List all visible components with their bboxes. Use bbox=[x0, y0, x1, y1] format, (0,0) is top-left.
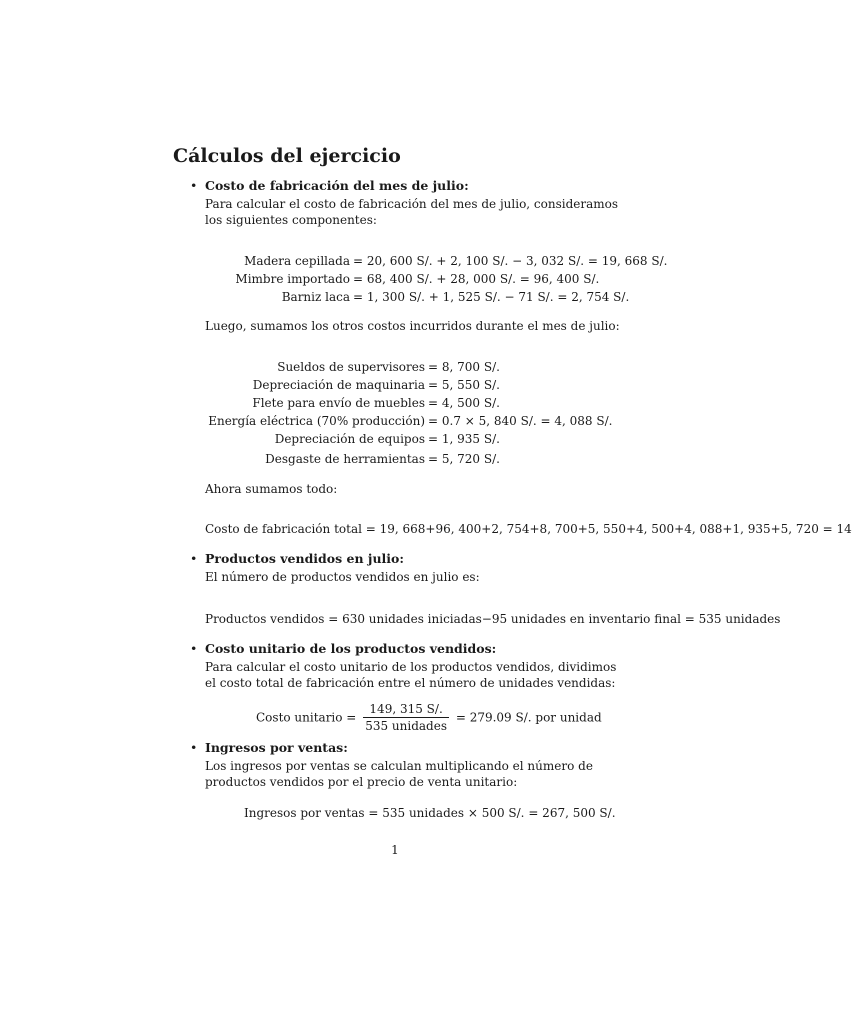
page-number: 1 bbox=[391, 843, 399, 857]
equation-expr-desgaste: = 5, 720 S/. bbox=[428, 452, 500, 466]
equation-label-sueldos: Sueldos de supervisores bbox=[277, 360, 425, 374]
equation-rhs: = 279.09 S/. por unidad bbox=[455, 710, 602, 725]
equation-label-madera: Madera cepillada bbox=[244, 254, 350, 268]
section-closing-text: Ahora sumamos todo: bbox=[205, 482, 338, 496]
equation-label-barniz: Barniz laca bbox=[281, 290, 350, 304]
bullet-icon: • bbox=[190, 641, 198, 656]
equation-label-energia: Energía eléctrica (70% producción) bbox=[208, 414, 425, 428]
section-intro-costo-fabricacion: Para calcular el costo de fabricación del mes de julio, consideramos los siguientes componentes: bbox=[205, 197, 619, 227]
section-middle-text: Luego, sumamos los otros costos incurridos durante el mes de julio: bbox=[205, 319, 620, 333]
equation-expr-sueldos: = 8, 700 S/. bbox=[428, 360, 500, 374]
equation-ingresos: Ingresos por ventas = 535 unidades × 500 S/. = 267, 500 S/. bbox=[244, 806, 616, 820]
equation-expr-madera: = 20, 600 S/. + 2, 100 S/. − 3, 032 S/. = 19, 668 S/. bbox=[353, 254, 668, 268]
equation-label-desgaste: Desgaste de herramientas bbox=[265, 452, 425, 466]
section-title-costo-fabricacion: Costo de fabricación del mes de julio: bbox=[205, 178, 469, 193]
bullet-icon: • bbox=[190, 178, 198, 193]
section-intro-ingresos: Los ingresos por ventas se calculan multiplicando el número de productos vendidos por el precio de venta unitario: bbox=[205, 759, 593, 789]
fraction-numerator: 149, 315 S/. bbox=[363, 702, 449, 718]
equation-total-fabricacion: Costo de fabricación total = 19, 668+96, 400+2, 754+8, 700+5, 550+4, 500+4, 088+1, 935+5, 720 = 14 bbox=[205, 522, 852, 536]
equation-expr-depreciacion-equipos: = 1, 935 S/. bbox=[428, 432, 500, 446]
equation-expr-mimbre: = 68, 400 S/. + 28, 000 S/. = 96, 400 S/. bbox=[353, 272, 600, 286]
equation-label-depreciacion-maquinaria: Depreciación de maquinaria bbox=[252, 378, 425, 392]
fraction-denominator: 535 unidades bbox=[365, 719, 447, 733]
equation-expr-barniz: = 1, 300 S/. + 1, 525 S/. − 71 S/. = 2, 754 S/. bbox=[353, 290, 630, 304]
equation-expr-flete: = 4, 500 S/. bbox=[428, 396, 500, 410]
bullet-icon: • bbox=[190, 740, 198, 755]
section-intro-productos-vendidos: El número de productos vendidos en julio es: bbox=[205, 570, 480, 584]
equation-label-depreciacion-equipos: Depreciación de equipos bbox=[274, 432, 425, 446]
equation-lhs: Costo unitario = bbox=[256, 710, 357, 725]
section-title-ingresos: Ingresos por ventas: bbox=[205, 740, 348, 755]
section-intro-costo-unitario: Para calcular el costo unitario de los productos vendidos, dividimos el costo total de fabricación entre el número de unidades vendidas: bbox=[205, 660, 617, 690]
equation-label-mimbre: Mimbre importado bbox=[235, 272, 350, 286]
page-title: Cálculos del ejercicio bbox=[173, 145, 401, 167]
equation-expr-depreciacion-maquinaria: = 5, 550 S/. bbox=[428, 378, 500, 392]
equation-expr-energia: = 0.7 × 5, 840 S/. = 4, 088 S/. bbox=[428, 414, 613, 428]
fraction bbox=[363, 702, 449, 733]
section-title-productos-vendidos: Productos vendidos en julio: bbox=[205, 551, 404, 566]
equation-costo-unitario bbox=[256, 702, 602, 733]
section-title-costo-unitario: Costo unitario de los productos vendidos: bbox=[205, 641, 497, 656]
bullet-icon: • bbox=[190, 551, 198, 566]
equation-productos-vendidos: Productos vendidos = 630 unidades iniciadas−95 unidades en inventario final = 535 unidades bbox=[205, 612, 781, 626]
equation-label-flete: Flete para envío de muebles bbox=[252, 396, 425, 410]
